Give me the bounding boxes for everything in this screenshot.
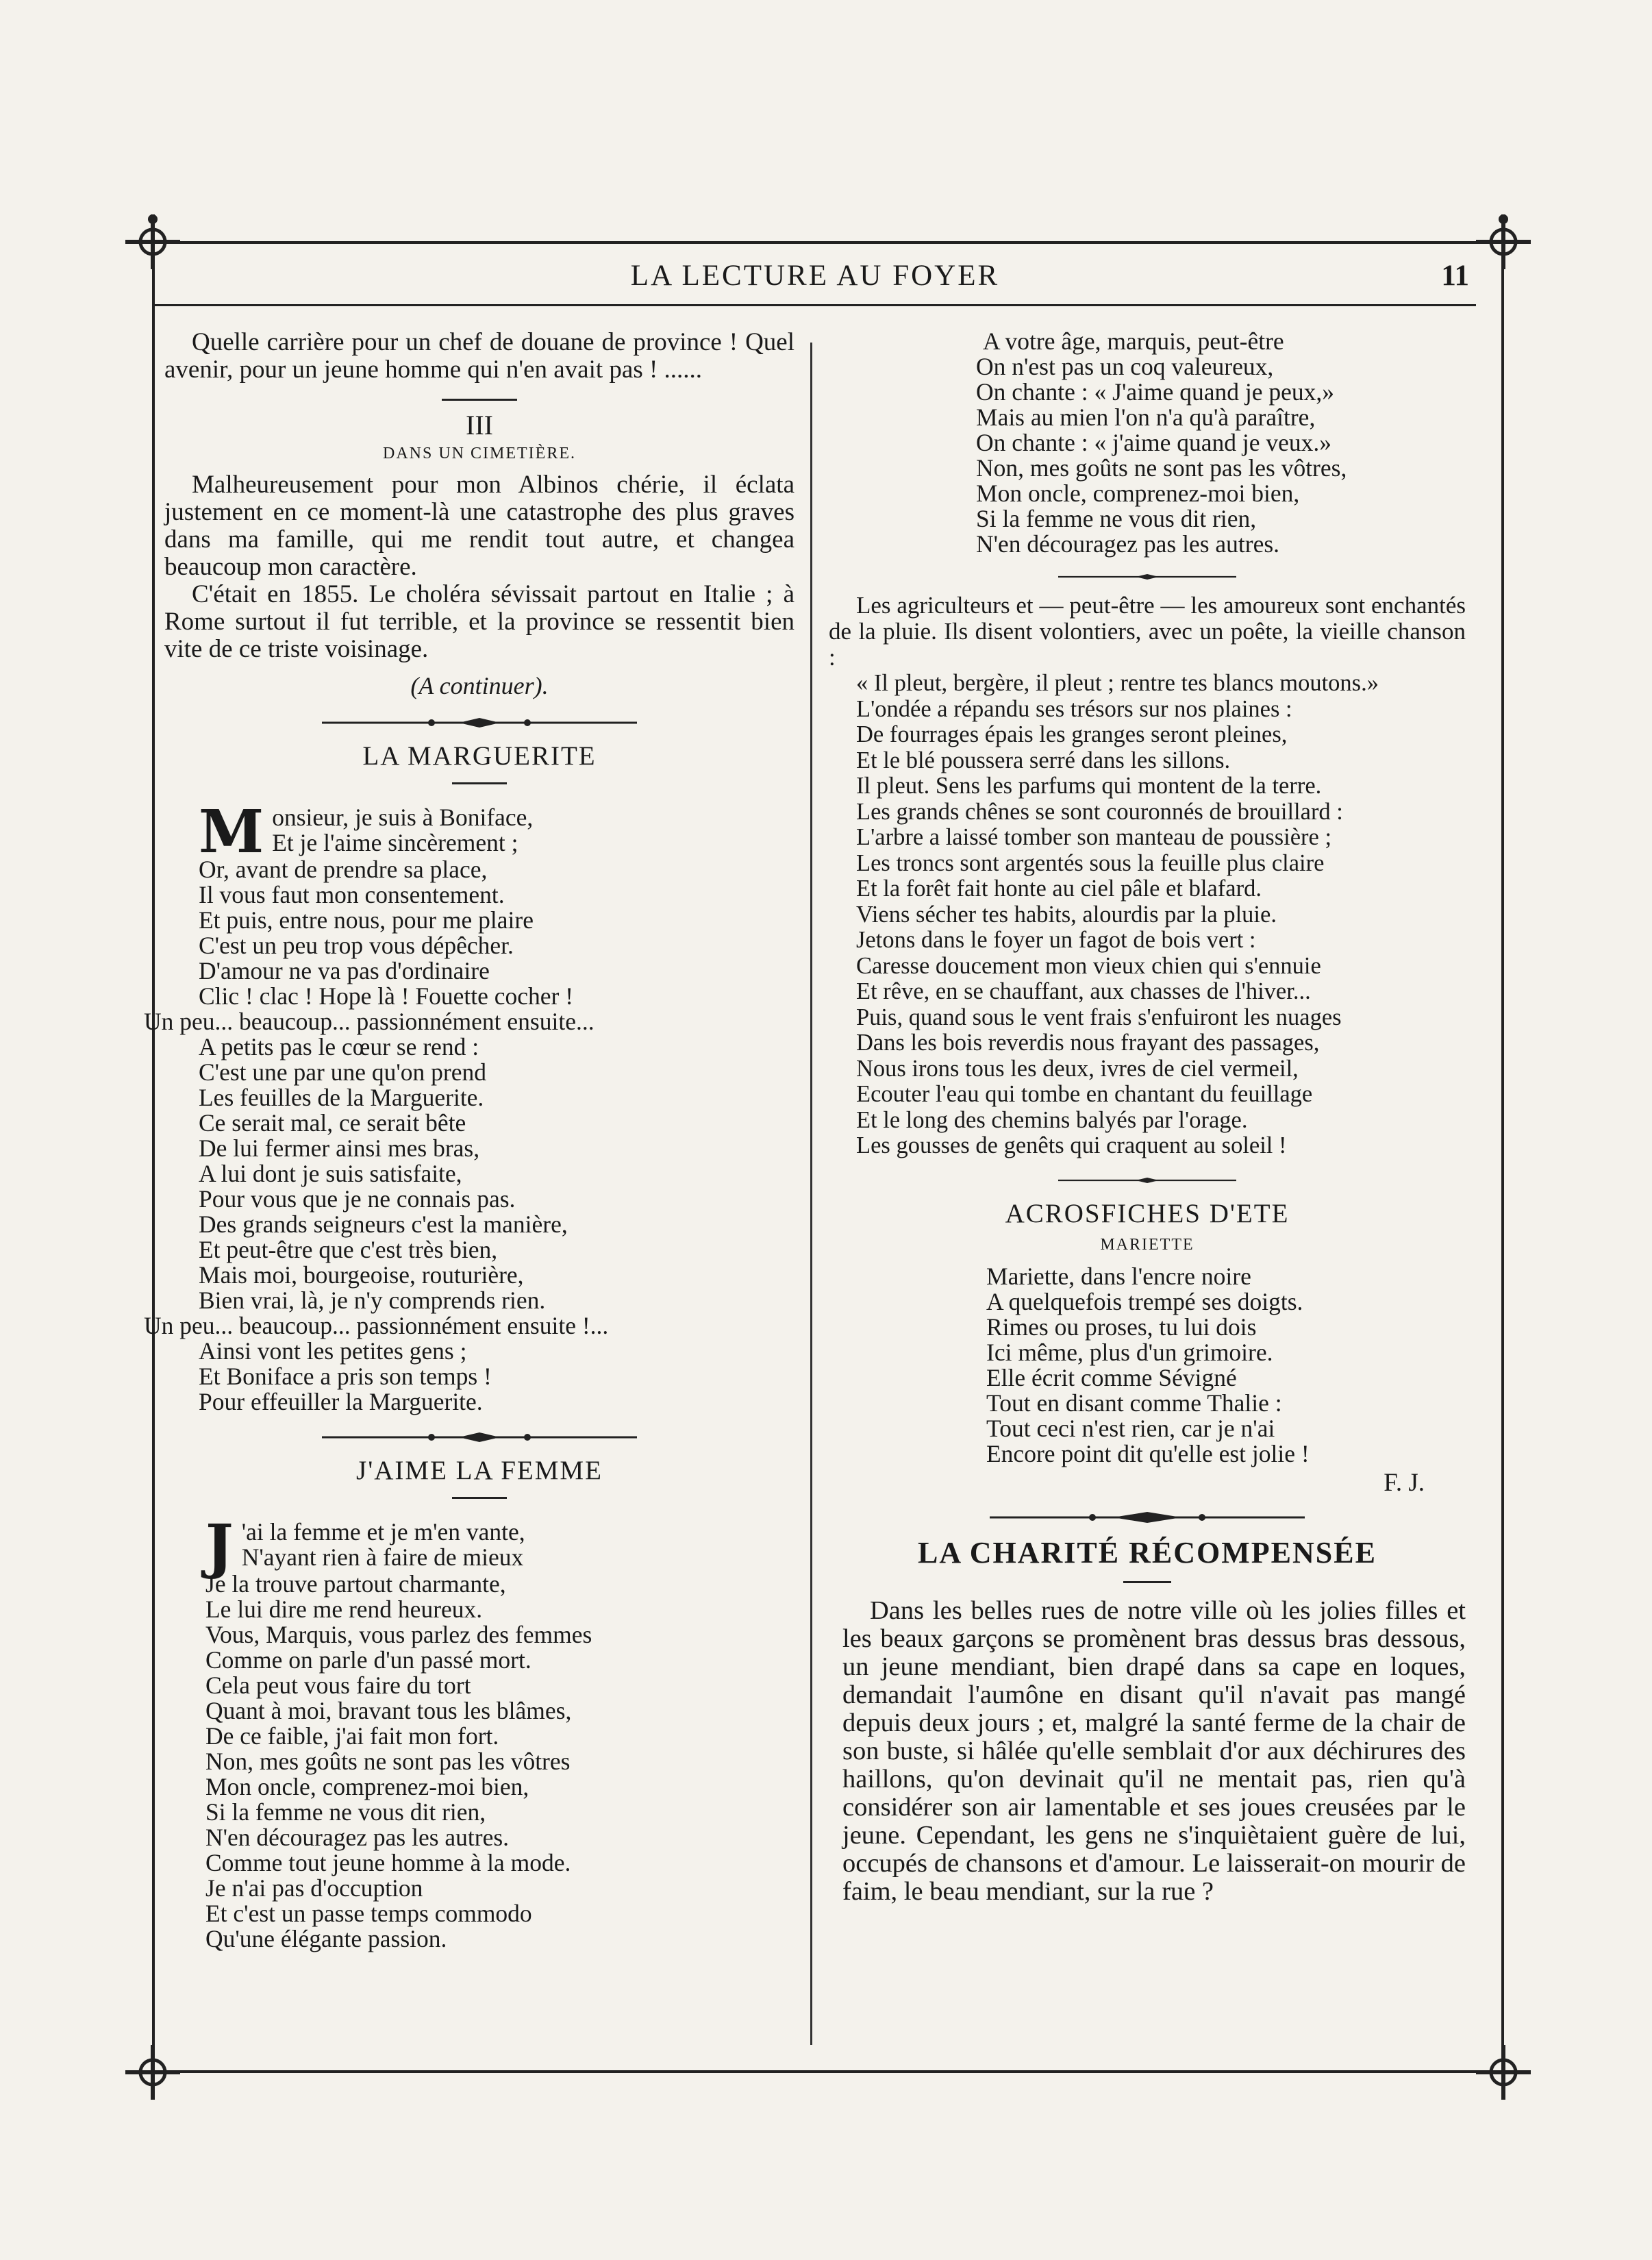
poem-line: De fourrages épais les granges seront pleines, xyxy=(856,721,1288,747)
section-number: III xyxy=(466,410,493,440)
poem-line: Clic ! clac ! Hope là ! Fouette cocher ! xyxy=(199,982,574,1010)
poem-line: Les feuilles de la Marguerite. xyxy=(199,1084,484,1111)
poem-jaime-la-femme-continued xyxy=(976,329,1466,557)
poem-line: Et Boniface a pris son temps ! xyxy=(199,1363,492,1390)
poem-line: Dans les bois reverdis nous frayant des passages, xyxy=(856,1030,1320,1056)
poem-line: Si la femme ne vous dit rien, xyxy=(976,505,1257,532)
poem-line: Comme tout jeune homme à la mode. xyxy=(205,1849,571,1876)
running-head xyxy=(154,255,1476,303)
poem-line: onsieur, je suis à Boniface, xyxy=(272,804,534,831)
title-rule xyxy=(452,1497,507,1499)
title-rule xyxy=(1123,1581,1171,1583)
poem-line: Et peut-être que c'est très bien, xyxy=(199,1236,498,1263)
frame-left-rule xyxy=(152,247,155,2069)
section-rule xyxy=(442,399,517,401)
header-rule xyxy=(154,304,1476,306)
poem-line: 'ai la femme et je m'en vante, xyxy=(241,1518,525,1545)
poem-line: A lui dont je suis satisfaite, xyxy=(199,1160,462,1187)
poem-line: On chante : « J'aime quand je peux,» xyxy=(976,378,1334,406)
poem-title-jaime-la-femme: J'AIME LA FEMME xyxy=(356,1456,603,1485)
poem-line: Le lui dire me rend heureux. xyxy=(205,1595,483,1623)
acrostic-subtitle: MARIETTE xyxy=(1100,1235,1194,1254)
poem-line: Tout en disant comme Thalie : xyxy=(986,1389,1282,1417)
poem-line: Je n'ai pas d'occuption xyxy=(205,1874,423,1902)
poem-line: Pour vous que je ne connais pas. xyxy=(199,1185,516,1213)
drop-cap: M xyxy=(199,797,264,867)
poem-line: A votre âge, marquis, peut-être xyxy=(983,327,1284,355)
poem-line: Non, mes goûts ne sont pas les vôtres xyxy=(205,1748,571,1775)
poem-line: L'ondée a répandu ses trésors sur nos plaines : xyxy=(856,695,1292,722)
poem-line: Nous irons tous les deux, ivres de ciel vermeil, xyxy=(856,1055,1299,1082)
intro-paragraph: Quelle carrière pour un chef de douane de province ! Quel avenir, pour un jeune homme qui n'en avait pas ! ...... xyxy=(164,328,794,384)
ornamental-divider xyxy=(322,717,637,729)
ornamental-divider xyxy=(322,1431,637,1443)
poem-line: Les grands chênes se sont couronnés de brouillard : xyxy=(856,798,1343,825)
poem-line: Qu'une élégante passion. xyxy=(205,1925,447,1952)
journal-title: LA LECTURE AU FOYER xyxy=(630,260,1000,292)
poem-line: Rimes ou proses, tu lui dois xyxy=(986,1313,1257,1341)
corner-cross-ornament-bottom-right xyxy=(1473,2041,1534,2103)
poem-line: Un peu... beaucoup... passionnément ensuite !... xyxy=(144,1312,609,1339)
poem-line: Des grands seigneurs c'est la manière, xyxy=(199,1210,568,1238)
poem-line: Non, mes goûts ne sont pas les vôtres, xyxy=(976,454,1347,482)
poem-line: Bien vrai, là, je n'y comprends rien. xyxy=(199,1287,546,1314)
poem-line: Quant à moi, bravant tous les blâmes, xyxy=(205,1697,572,1724)
poem-line: Il pleut. Sens les parfums qui montent de la terre. xyxy=(856,773,1322,799)
poem-line: Mon oncle, comprenez-moi bien, xyxy=(205,1773,529,1800)
poem-line: Ce serait mal, ce serait bête xyxy=(199,1109,466,1137)
poem-line: Mais au mien l'on n'a qu'à paraître, xyxy=(976,403,1316,431)
poem-line: Et puis, entre nous, pour me plaire xyxy=(199,906,534,934)
poem-line: Et le blé poussera serré dans les sillons. xyxy=(856,747,1231,773)
poem-line: Mon oncle, comprenez-moi bien, xyxy=(976,480,1300,507)
poem-marguerite xyxy=(144,797,794,1415)
section-title: DANS UN CIMETIÈRE. xyxy=(383,445,576,462)
poem-line: On chante : « j'aime quand je veux.» xyxy=(976,429,1332,456)
corner-cross-ornament-bottom-left xyxy=(122,2041,184,2103)
poem-line: C'est un peu trop vous dépêcher. xyxy=(199,932,514,959)
author-signature: F. J. xyxy=(1384,1468,1425,1497)
poem-line: A petits pas le cœur se rend : xyxy=(199,1033,479,1060)
poem-title-marguerite: LA MARGUERITE xyxy=(362,741,597,771)
poem-title-acrostiches: ACROSFICHES D'ETE xyxy=(1005,1198,1290,1228)
ornamental-divider xyxy=(1058,571,1236,583)
right-column xyxy=(829,329,1466,1906)
ornamental-divider xyxy=(1058,1174,1236,1187)
poem-line: De lui fermer ainsi mes bras, xyxy=(199,1134,480,1162)
poem-line: Or, avant de prendre sa place, xyxy=(199,856,488,883)
poem-line: Les gousses de genêts qui craquent au soleil ! xyxy=(856,1132,1287,1158)
poem-line: Et rêve, en se chauffant, aux chasses de l'hiver... xyxy=(856,978,1311,1004)
poem-line: Jetons dans le foyer un fagot de bois vert : xyxy=(856,927,1256,953)
poem-line: Pour effeuiller la Marguerite. xyxy=(199,1388,483,1415)
drop-cap: J xyxy=(205,1512,234,1581)
poem-line: D'amour ne va pas d'ordinaire xyxy=(199,957,490,984)
frame-bottom-rule xyxy=(158,2070,1500,2073)
poem-line: Ici même, plus d'un grimoire. xyxy=(986,1338,1273,1366)
poem-line: Comme on parle d'un passé mort. xyxy=(205,1646,531,1674)
poem-line: Mariette, dans l'encre noire xyxy=(986,1262,1251,1290)
page-number: 11 xyxy=(1441,260,1469,292)
paragraph-1: Malheureusement pour mon Albinos chérie, il éclata justement en ce moment-là une catastrophe des plus graves dans ma famille, qui me rendit tout autre, et changea beaucoup mon caractère. xyxy=(164,471,794,581)
poem-line: Je la trouve partout charmante, xyxy=(205,1570,506,1598)
poem-line: Tout ceci n'est rien, car je n'ai xyxy=(986,1414,1275,1442)
poem-line: Viens sécher tes habits, alourdis par la pluie. xyxy=(856,901,1277,928)
poem-line: « Il pleut, bergère, il pleut ; rentre tes blancs moutons.» xyxy=(856,670,1379,696)
paragraph-2: C'était en 1855. Le choléra sévissait partout en Italie ; à Rome surtout il fut terrible, et la province se ressentit bien vite de ce triste voisinage. xyxy=(164,580,794,663)
poem-line: De ce faible, j'ai fait mon fort. xyxy=(205,1722,499,1750)
title-rule xyxy=(452,782,507,784)
poem-line: Caresse doucement mon vieux chien qui s'ennuie xyxy=(856,952,1321,979)
poem-line: N'en découragez pas les autres. xyxy=(205,1824,510,1851)
poem-line: Il vous faut mon consentement. xyxy=(199,881,505,908)
poem-line: Puis, quand sous le vent frais s'enfuiront les nuages xyxy=(856,1004,1342,1030)
poem-line: Un peu... beaucoup... passionnément ensuite... xyxy=(144,1008,595,1035)
poem-jaime-la-femme xyxy=(205,1512,794,1952)
poem-line: Et je l'aime sincèrement ; xyxy=(272,829,518,856)
poem-line: Les troncs sont argentés sous la feuille plus claire xyxy=(856,849,1325,876)
corner-cross-ornament-top-right xyxy=(1473,211,1534,273)
poem-line: Si la femme ne vous dit rien, xyxy=(205,1798,486,1826)
left-column xyxy=(144,328,794,1952)
column-rule xyxy=(810,343,812,2045)
poem-line: Et le long des chemins balyés par l'orage. xyxy=(856,1106,1248,1133)
frame-top-rule xyxy=(158,241,1500,244)
story-paragraph: Dans les belles rues de notre ville où les jolies filles et les beaux garçons se promènent bras dessus bras dessous, un jeune mendiant, bien drapé dans sa cape en loques, demandait l'aumône en disant qu'il n'avait pas mangé depuis deux jours ; et, malgré la santé ferme de la chair de son buste, si hâlée qu'elle semblait d'or aux déchirures des haillons, qu'on devinait qu'il ne mentait pas, rien qu'à considérer son air lamentable et ses joues creusées par le jeune. Cependant, les gens ne s'inquiètaient guère de lui, occupés de chansons et d'amour. Le laisserait-on mourir de faim, le beau mendiant, sur la rue ? xyxy=(842,1595,1466,1906)
poem-line: Ainsi vont les petites gens ; xyxy=(199,1337,467,1365)
continued-note: (A continuer). xyxy=(410,672,549,699)
poem-line: Ecouter l'eau qui tombe en chantant du feuillage xyxy=(856,1081,1313,1107)
ornamental-divider xyxy=(990,1511,1305,1524)
poem-line: Encore point dit qu'elle est jolie ! xyxy=(986,1439,1310,1467)
rain-intro-paragraph: Les agriculteurs et — peut-être — les amoureux sont enchantés de la pluie. Ils disent volontiers, avec un poête, la vieille chanson : xyxy=(829,592,1466,671)
poem-line: A quelquefois trempé ses doigts. xyxy=(986,1287,1303,1315)
poem-line: Elle écrit comme Sévigné xyxy=(986,1363,1237,1391)
poem-line: Cela peut vous faire du tort xyxy=(205,1672,471,1699)
poem-line: Et c'est un passe temps commodo xyxy=(205,1900,532,1927)
poem-line: C'est une par une qu'on prend xyxy=(199,1058,486,1086)
poem-line: Mais moi, bourgeoise, routurière, xyxy=(199,1261,524,1289)
poem-line: Vous, Marquis, vous parlez des femmes xyxy=(205,1621,592,1648)
poem-line: On n'est pas un coq valeureux, xyxy=(976,353,1274,380)
poem-il-pleut xyxy=(856,671,1466,1159)
poem-line: Et la forêt fait honte au ciel pâle et blafard. xyxy=(856,876,1262,902)
story-title: LA CHARITÉ RÉCOMPENSÉE xyxy=(918,1535,1377,1569)
poem-mariette xyxy=(986,1264,1466,1467)
poem-line: N'en découragez pas les autres. xyxy=(976,530,1280,558)
poem-line: L'arbre a laissé tomber son manteau de poussière ; xyxy=(856,824,1332,850)
frame-right-rule xyxy=(1501,247,1504,2069)
poem-line: N'ayant rien à faire de mieux xyxy=(241,1543,524,1571)
